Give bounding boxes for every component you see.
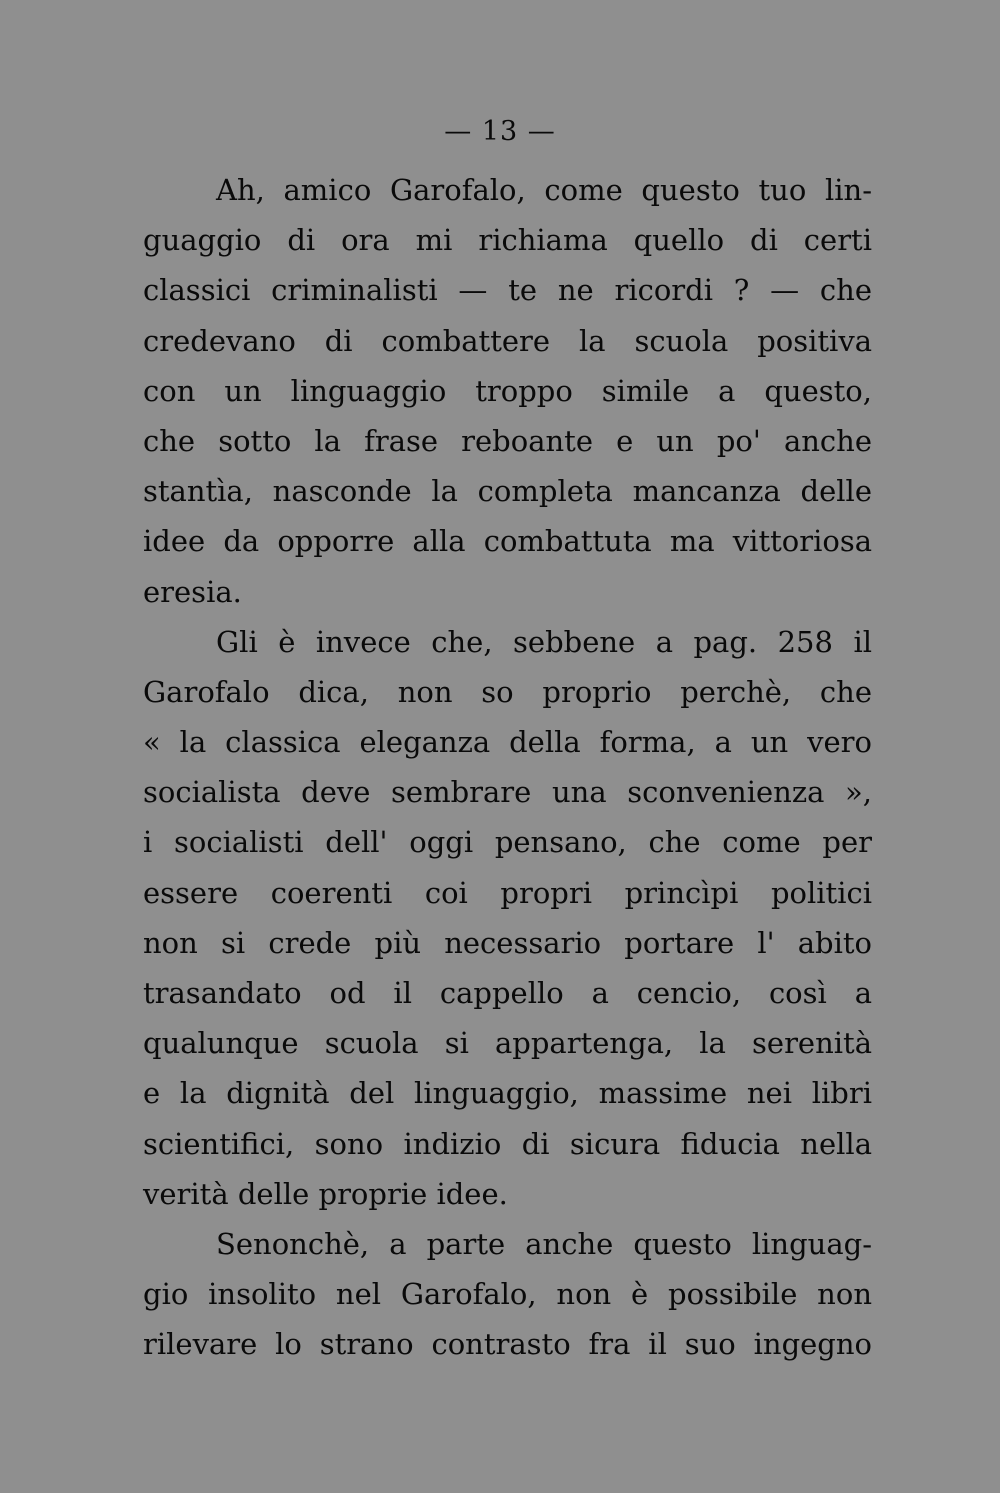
text-line: con un linguaggio troppo simile a questo, (143, 373, 872, 408)
text-line: gio insolito nel Garofalo, non è possibile non (143, 1277, 872, 1312)
text-line: Senonchè, a parte anche questo linguag- (216, 1226, 872, 1261)
text-line: Gli è invece che, sebbene a pag. 258 il (216, 624, 872, 659)
text-line: trasandato od il cappello a cencio, così a (143, 976, 872, 1010)
text-line: credevano di combattere la scuola positiva (143, 323, 872, 358)
text-line: classici criminalisti — te ne ricordi ? — che (143, 273, 872, 308)
text-line: che sotto la frase reboante e un po' anche (143, 423, 872, 458)
text-line: e la dignità del linguaggio, massime nei libri (143, 1076, 872, 1111)
text-line: verità delle proprie idee. (143, 1176, 508, 1211)
text-line: stantìa, nasconde la completa mancanza delle (143, 474, 872, 509)
text-line: « la classica eleganza della forma, a un vero (143, 725, 872, 760)
text-line: qualunque scuola si appartenga, la serenità (143, 1026, 872, 1061)
text-line: guaggio di ora mi richiama quello di certi (143, 223, 872, 258)
text-line: rilevare lo strano contrasto fra il suo ingegno (143, 1327, 872, 1362)
text-line: socialista deve sembrare una sconvenienza », (143, 775, 872, 810)
text-line: essere coerenti coi propri princìpi politici (143, 875, 872, 910)
body-text (143, 165, 872, 1370)
text-line: idee da opporre alla combattuta ma vittoriosa (143, 524, 872, 559)
text-line: scientifici, sono indizio di sicura fiducia nella (143, 1126, 872, 1161)
text-line: i socialisti dell' oggi pensano, che come per (143, 825, 872, 860)
text-line: Ah, amico Garofalo, come questo tuo lin- (216, 173, 872, 207)
text-line: Garofalo dica, non so proprio perchè, che (143, 674, 872, 709)
text-line: eresia. (143, 574, 242, 609)
page-number: — 13 — (444, 116, 556, 147)
text-line: non si crede più necessario portare l' abito (143, 925, 872, 960)
